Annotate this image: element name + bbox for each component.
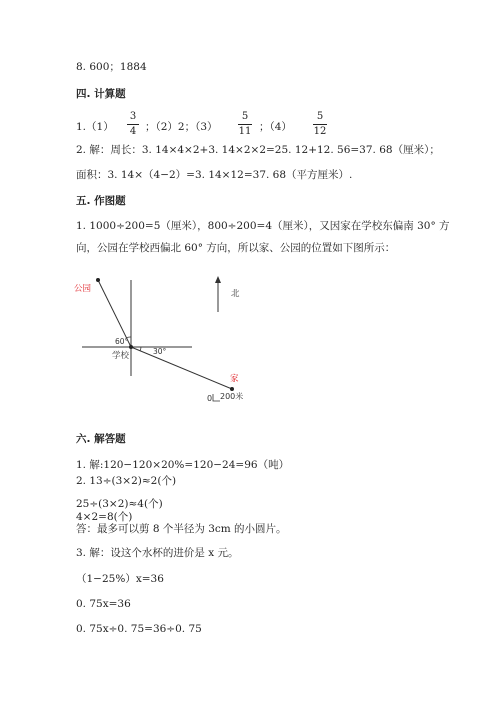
park-dot: [96, 278, 100, 282]
fraction-bar: [127, 124, 139, 125]
fraction-numerator: 5: [241, 111, 249, 122]
q6-3-equation-3: 0. 75x÷0. 75=36÷0. 75: [76, 623, 202, 635]
school-dot: [129, 345, 133, 349]
fraction-numerator: 5: [316, 111, 324, 122]
home-dot: [230, 387, 234, 391]
q4-1-middle: ；（2）2；（3）: [145, 121, 218, 133]
fraction-3-4: [127, 111, 139, 138]
section-6-title: 六. 解答题: [76, 433, 126, 445]
position-diagram: [60, 268, 290, 408]
q4-1-prefix: 1.（1）: [76, 121, 114, 133]
scale-zero: 0: [207, 394, 213, 403]
section-5-title: 五. 作图题: [76, 195, 126, 207]
north-arrow-icon: [215, 276, 221, 283]
home-label: 家: [230, 374, 239, 384]
q6-2: 2. 13÷(3×2)≈2(个): [76, 475, 177, 487]
fraction-denominator: 11: [238, 126, 252, 137]
fraction-5-11: [238, 111, 252, 138]
angle-60-label: 60°: [115, 337, 129, 346]
scale-bar: [213, 394, 220, 401]
q4-1-middle-2: ；（4）: [259, 121, 292, 133]
fraction-bar: [313, 124, 327, 125]
q6-answer: 答：最多可以剪 8 个半径为 3cm 的小圆片。: [76, 523, 287, 535]
q6-4: 4×2=8(个): [76, 511, 133, 523]
answer-line-8: 8. 600；1884: [76, 61, 147, 73]
fraction-numerator: 3: [129, 111, 137, 122]
q6-3-equation-2: 0. 75x=36: [76, 598, 131, 610]
angle-arc-30: [140, 347, 141, 351]
fraction-bar: [238, 124, 252, 125]
north-label: 北: [231, 289, 240, 299]
q5-line-1: 1. 1000÷200=5（厘米），800÷200=4（厘米），又因家在学校东偏南 30° 方: [76, 220, 450, 232]
fraction-denominator: 12: [313, 126, 327, 137]
q6-3: 25÷(3×2)≈4(个): [76, 498, 163, 510]
q6-3-equation-1: （1−25%）x=36: [76, 573, 164, 585]
q4-2-perimeter: 2. 解：周长：3. 14×4×2+3. 14×2×2=25. 12+12. 56=37. 68（厘米）；: [76, 144, 440, 156]
q6-1: 1. 解:120−120×20%=120−24=96（吨）: [76, 459, 290, 471]
scale-label: 200米: [220, 392, 244, 401]
school-label: 学校: [112, 351, 130, 361]
park-label: 公园: [74, 284, 92, 294]
q4-2-area: 面积：3. 14×（4−2）=3. 14×12=37. 68（平方厘米）.: [76, 169, 353, 181]
angle-30-label: 30°: [153, 347, 167, 356]
q6-3-setup: 3. 解：设这个水杯的进价是 x 元。: [76, 547, 239, 559]
fraction-denominator: 4: [129, 126, 137, 137]
q5-line-2: 向，公园在学校西偏北 60° 方向，所以家、公园的位置如下图所示：: [76, 242, 396, 254]
fraction-5-12: [313, 111, 327, 138]
home-ray: [131, 347, 232, 389]
section-4-title: 四. 计算题: [76, 88, 126, 100]
